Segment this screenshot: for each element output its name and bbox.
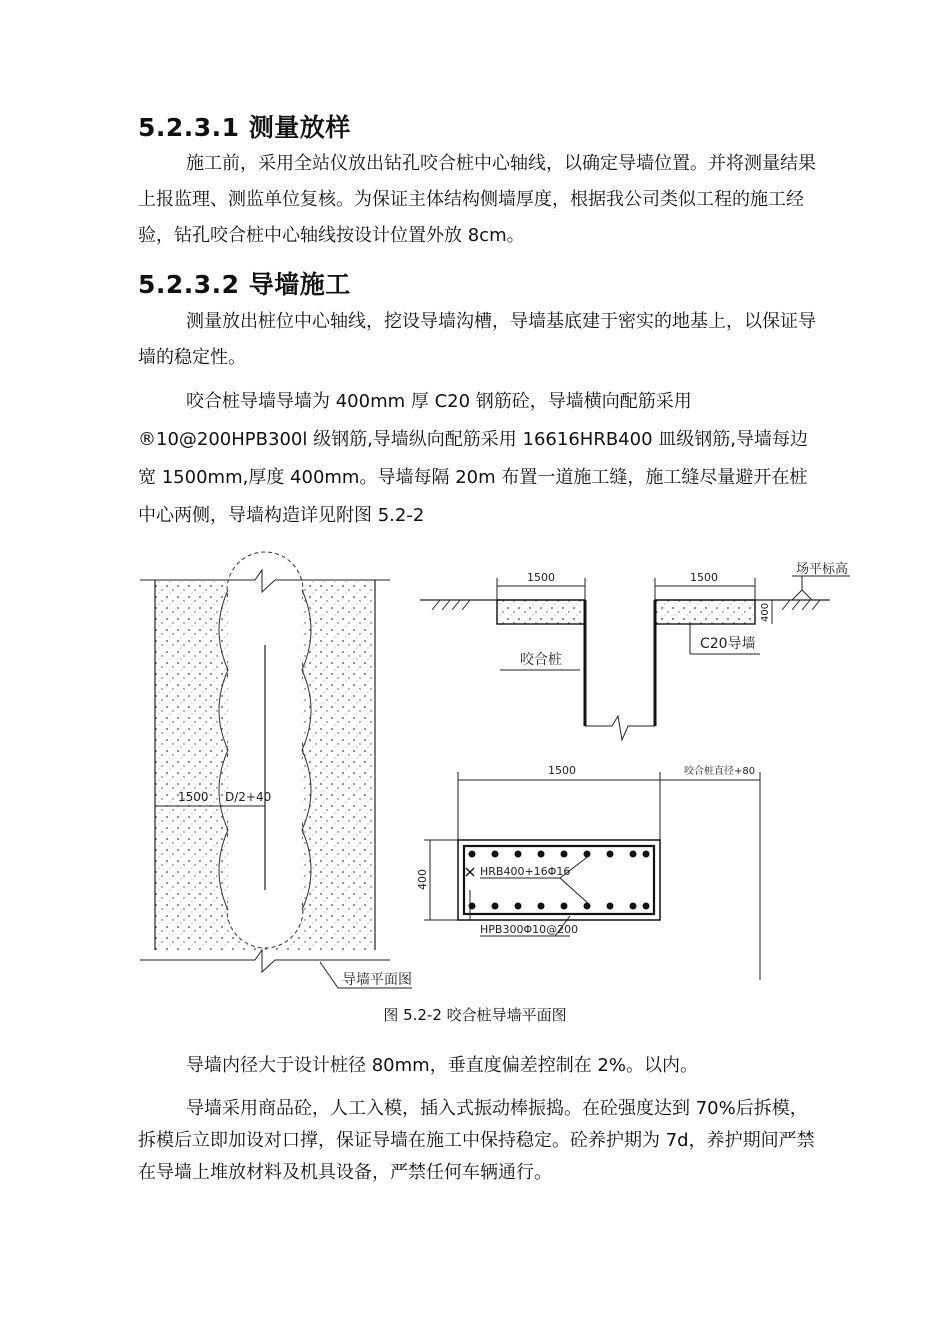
pile-label: 咬合桩	[520, 652, 562, 668]
plan-dim-label-2: D/2+40	[225, 790, 272, 804]
rebar-dim-height: 400	[416, 869, 429, 890]
plan-view-label: 导墙平面图	[342, 972, 412, 988]
section-dim-right: 1500	[690, 571, 718, 584]
plan-view	[140, 552, 412, 988]
after-paragraph-1: 导墙内径大于设计桩径 80mm，垂直度偏差控制在 2%。以内。	[186, 1055, 698, 1076]
guide-wall-figure	[0, 550, 950, 1020]
rebar-dim-width: 1500	[548, 764, 576, 777]
section-dim-left: 1500	[527, 571, 555, 584]
section-depth-dim: 400	[760, 602, 771, 622]
after-paragraph-2: 导墙采用商品砼，人工入模，插入式振动棒振捣。在砼强度达到 70%后拆模，拆模后立即加设对口撑，保证导墙在施工中保持稳定。砼养护期为 7d，养护期间严禁在导墙上堆放材料及机具设备，严禁任何车辆通行。	[138, 1098, 815, 1183]
tie-rebar-label: HPB300Φ10@200	[480, 923, 579, 936]
section-heading-1: 5.2.3.1 测量放样	[138, 113, 351, 142]
section-1-paragraph-1: 施工前，采用全站仪放出钻孔咬合桩中心轴线，以确定导墙位置。并将测量结果上报监理、测监单位复核。为保证主体结构侧墙厚度，根据我公司类似工程的施工经验，钻孔咬合桩中心轴线按设计位置外放 8cm。	[138, 153, 816, 246]
rebar-dim-right: 咬合桩直径+80	[684, 766, 756, 777]
section-view	[420, 561, 850, 740]
figure-caption: 图 5.2-2 咬合桩导墙平面图	[383, 1006, 567, 1024]
section-2-paragraph-1: 测量放出桩位中心轴线，挖设导墙沟槽，导墙基底建于密实的地基上，以保证导墙的稳定性。	[138, 311, 816, 368]
section-2-paragraph-2: 咬合桩导墙导墙为 400mm 厚 C20 钢筋砼，导墙横向配筋采用 ®10@200HPB300l 级钢筋,导墙纵向配筋采用 16616HRB400 皿级钢筋,导墙每边宽 1500mm,厚度 400mm。导墙每隔 20m 布置一道施工缝，施工缝尽量避开在桩中心两侧，导墙构造详见附图 5.2-2	[138, 391, 808, 526]
rebar-detail	[416, 764, 760, 980]
section-heading-2: 5.2.3.2 导墙施工	[138, 270, 351, 299]
plan-dim-label: 1500	[178, 790, 209, 804]
level-label: 场平标高	[796, 562, 849, 577]
longitudinal-rebar-label: HRB400+16Φ16	[480, 865, 571, 878]
c20-wall-label: C20导墙	[700, 636, 756, 652]
